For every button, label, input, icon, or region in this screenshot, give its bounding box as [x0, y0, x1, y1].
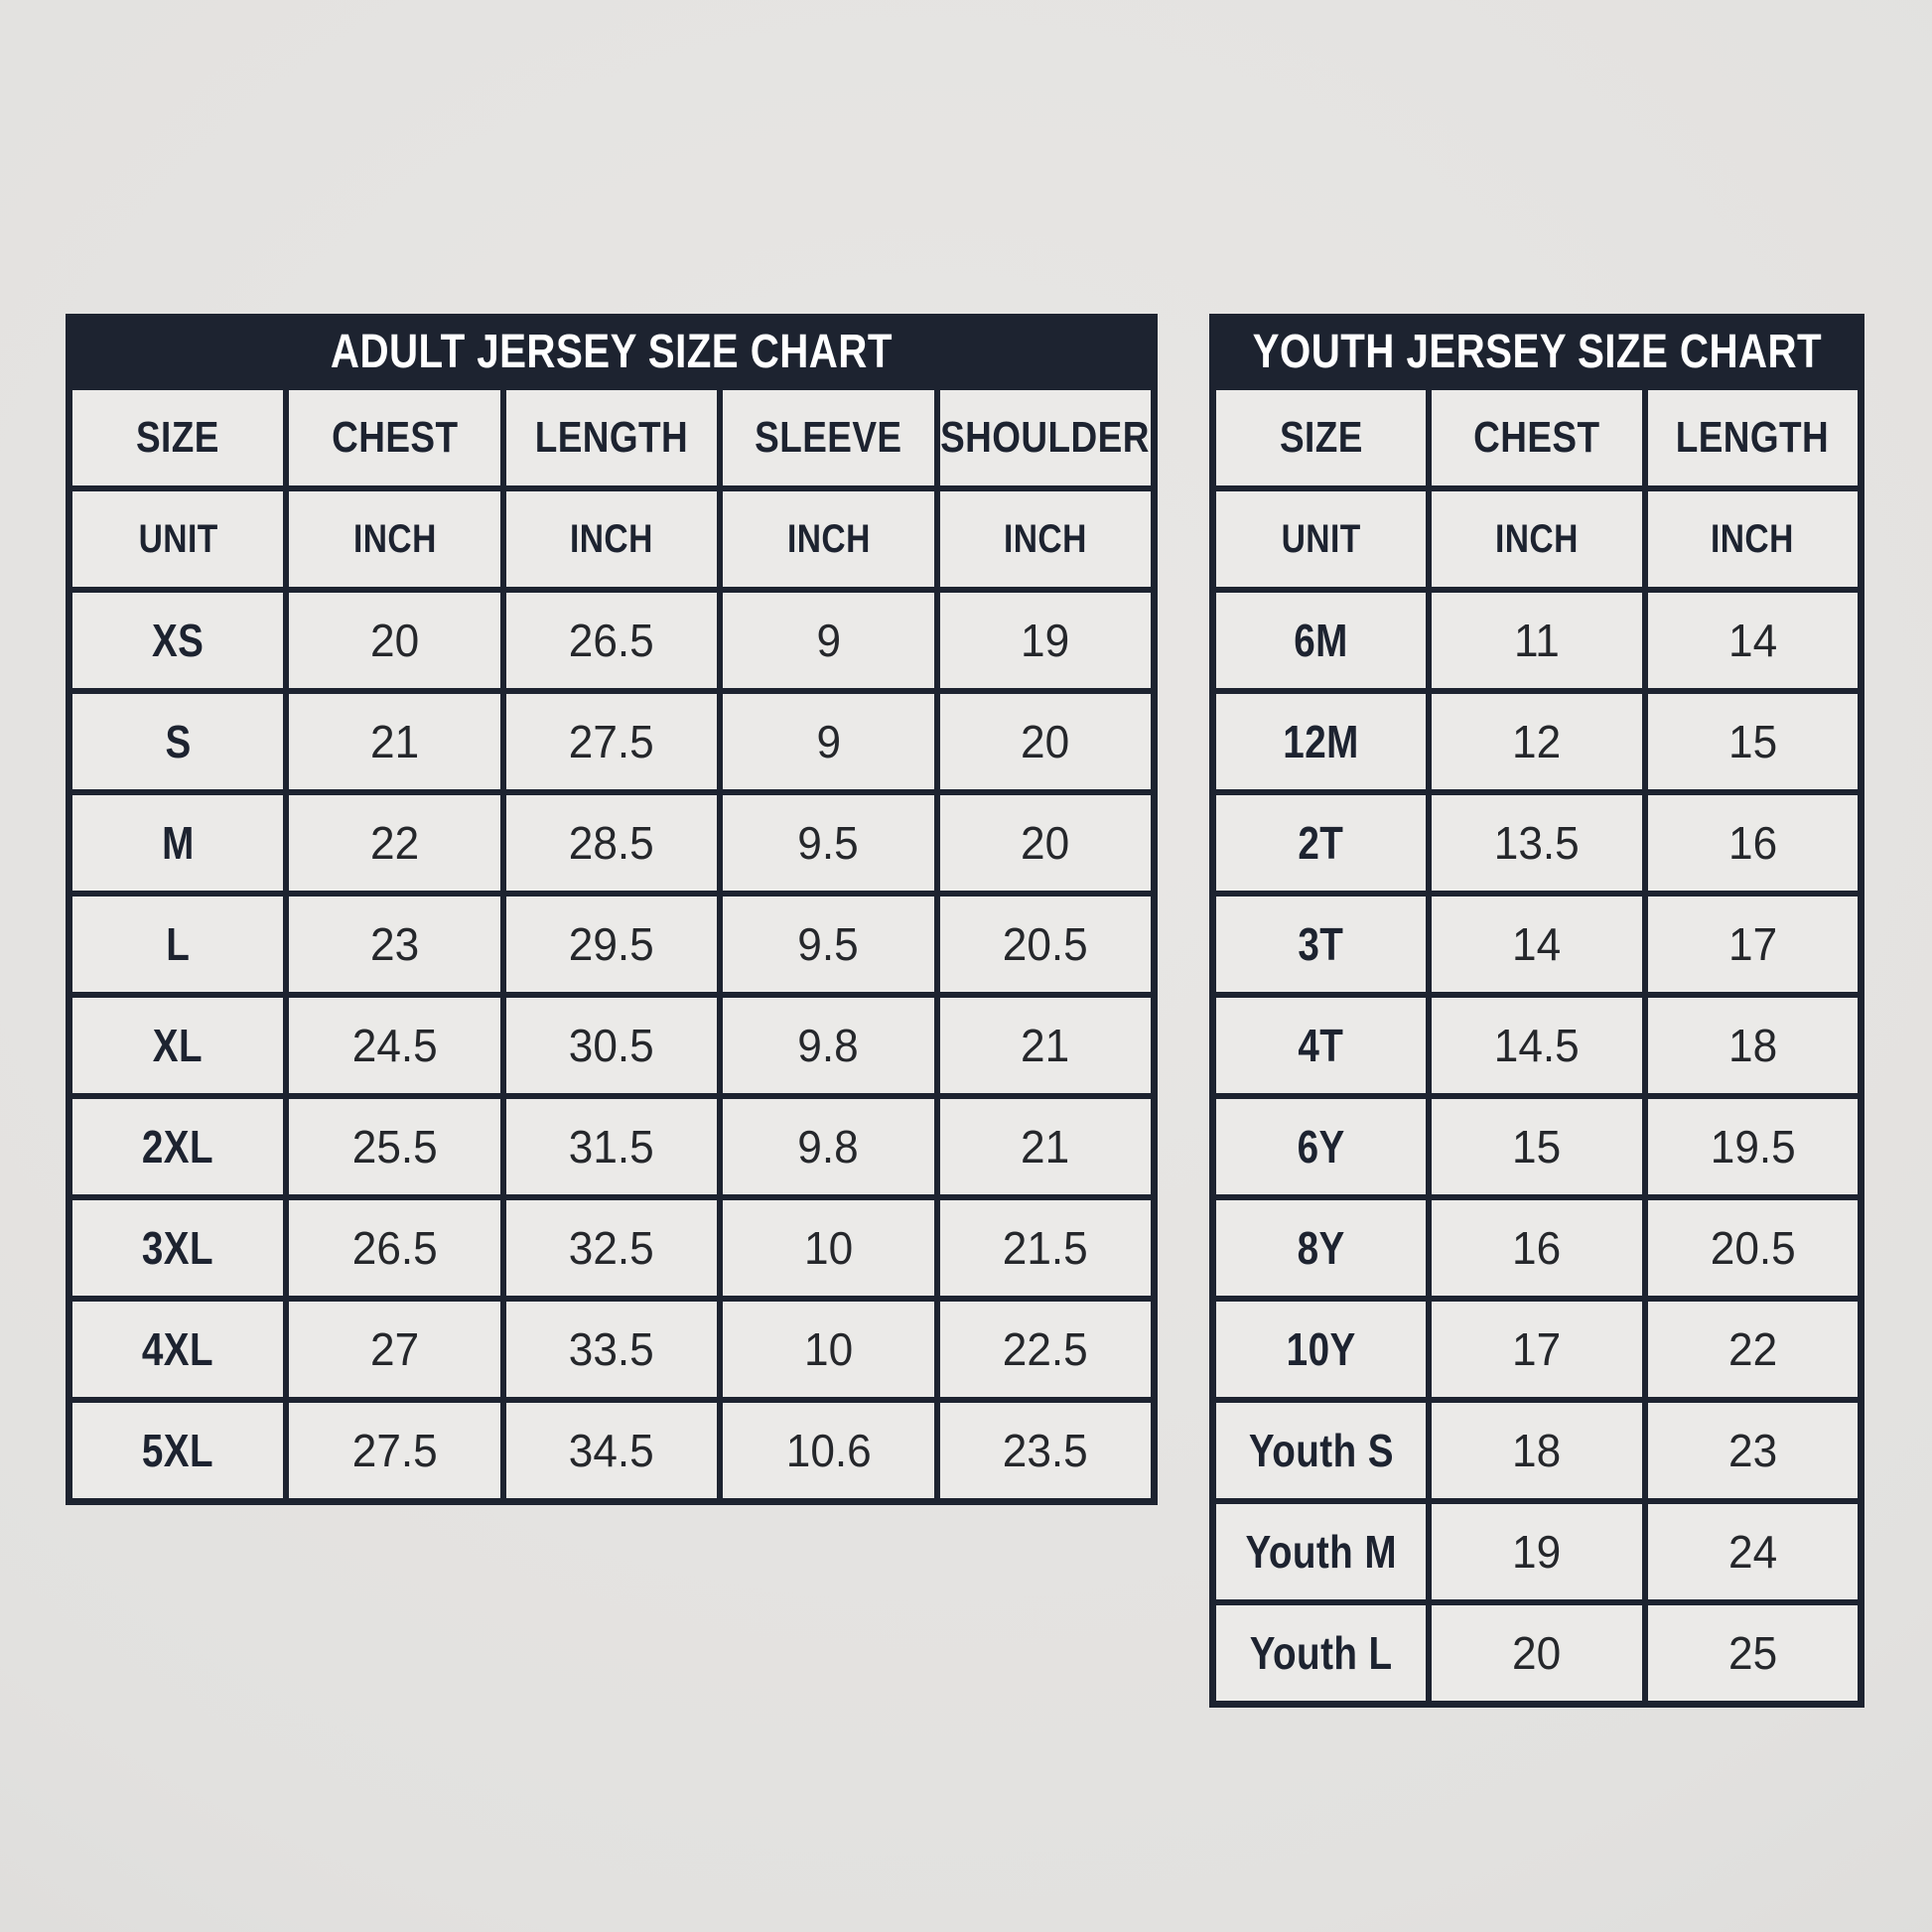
column-header-cell [723, 390, 933, 485]
value-cell [289, 1099, 499, 1194]
unit-cell-text: INCH [352, 516, 437, 561]
value-cell [289, 1403, 499, 1498]
unit-cell-text: INCH [570, 516, 653, 561]
value-cell-text: 27.5 [569, 716, 654, 767]
column-header-cell-text: SHOULDER [940, 413, 1151, 462]
value-cell-text: 15 [1512, 1121, 1562, 1173]
value-cell [506, 1403, 717, 1498]
value-cell [940, 593, 1151, 688]
value-cell-text: 20 [1512, 1627, 1562, 1679]
value-cell [940, 1302, 1151, 1397]
size-label-cell [1216, 1504, 1426, 1599]
size-label-cell-text: 6Y [1297, 1121, 1345, 1173]
column-header-cell-text: SIZE [1279, 413, 1363, 462]
column-header-cell [940, 390, 1151, 485]
size-label-cell [72, 694, 283, 789]
value-cell [1432, 1200, 1641, 1296]
value-cell [1648, 593, 1858, 688]
value-cell-text: 10.6 [785, 1425, 872, 1476]
value-cell-text: 9.8 [797, 1121, 860, 1173]
value-cell [506, 1099, 717, 1194]
value-cell-text: 16 [1727, 817, 1777, 869]
value-cell [723, 897, 933, 992]
value-cell-text: 25 [1727, 1627, 1777, 1679]
value-cell-text: 27 [370, 1323, 420, 1375]
size-label-cell [1216, 1200, 1426, 1296]
value-cell-text: 9 [816, 716, 841, 767]
column-header-cell-text: SIZE [136, 413, 220, 462]
value-cell [289, 897, 499, 992]
size-label-cell [1216, 1605, 1426, 1701]
value-cell [506, 694, 717, 789]
unit-cell [1432, 491, 1641, 587]
size-label-cell [1216, 1403, 1426, 1498]
value-cell [506, 593, 717, 688]
size-label-cell [1216, 593, 1426, 688]
column-header-cell [1432, 390, 1641, 485]
youth-table-title: YOUTH JERSEY SIZE CHART [1252, 326, 1822, 378]
size-label-cell [1216, 998, 1426, 1093]
value-cell-text: 20.5 [1002, 918, 1088, 970]
value-cell [940, 1200, 1151, 1296]
size-label-cell-text: S [165, 716, 192, 767]
value-cell [940, 998, 1151, 1093]
value-cell [723, 795, 933, 891]
value-cell-text: 10 [803, 1323, 853, 1375]
column-header-cell-text: LENGTH [1676, 413, 1830, 462]
value-cell [1648, 694, 1858, 789]
adult-table-title: ADULT JERSEY SIZE CHART [330, 326, 893, 378]
size-label-cell-text: Youth S [1248, 1425, 1394, 1476]
value-cell-text: 34.5 [569, 1425, 654, 1476]
value-cell [1432, 1403, 1641, 1498]
value-cell [940, 897, 1151, 992]
value-cell [1432, 1302, 1641, 1397]
size-label-cell-text: 10Y [1286, 1323, 1356, 1375]
youth-table-grid [1216, 390, 1858, 1701]
value-cell-text: 27.5 [351, 1425, 438, 1476]
value-cell-text: 12 [1512, 716, 1562, 767]
value-cell [1648, 1302, 1858, 1397]
unit-cell [1216, 491, 1426, 587]
value-cell-text: 22 [370, 817, 420, 869]
size-label-cell [72, 1403, 283, 1498]
value-cell-text: 29.5 [569, 918, 654, 970]
value-cell-text: 28.5 [569, 817, 654, 869]
size-label-cell-text: 4T [1298, 1020, 1344, 1071]
value-cell [506, 1302, 717, 1397]
value-cell [1432, 1099, 1641, 1194]
value-cell-text: 13.5 [1494, 817, 1580, 869]
value-cell [940, 1099, 1151, 1194]
value-cell [506, 897, 717, 992]
size-label-cell [72, 998, 283, 1093]
value-cell-text: 24.5 [351, 1020, 438, 1071]
column-header-cell [1648, 390, 1858, 485]
value-cell-text: 25.5 [351, 1121, 438, 1173]
value-cell [723, 1403, 933, 1498]
size-label-cell-text: 2T [1298, 817, 1344, 869]
value-cell-text: 17 [1727, 918, 1777, 970]
value-cell-text: 23 [370, 918, 420, 970]
value-cell-text: 30.5 [569, 1020, 654, 1071]
column-header-cell-text: CHEST [331, 413, 459, 462]
value-cell-text: 22.5 [1002, 1323, 1088, 1375]
value-cell [1432, 795, 1641, 891]
value-cell-text: 20 [1021, 716, 1070, 767]
value-cell-text: 9.5 [797, 918, 860, 970]
value-cell-text: 19 [1512, 1526, 1562, 1578]
value-cell-text: 20 [370, 615, 420, 666]
unit-cell-text: INCH [1003, 516, 1087, 561]
value-cell [1432, 998, 1641, 1093]
value-cell [723, 593, 933, 688]
size-label-cell-text: XS [151, 615, 205, 666]
column-header-cell [1216, 390, 1426, 485]
value-cell-text: 24 [1727, 1526, 1777, 1578]
size-label-cell-text: 2XL [142, 1121, 214, 1173]
value-cell [1432, 694, 1641, 789]
adult-table-title-bar [72, 314, 1151, 390]
value-cell [1432, 897, 1641, 992]
value-cell [1432, 593, 1641, 688]
value-cell-text: 20.5 [1710, 1222, 1796, 1274]
value-cell [289, 795, 499, 891]
value-cell [1648, 1200, 1858, 1296]
value-cell [506, 998, 717, 1093]
column-header-cell-text: SLEEVE [755, 413, 902, 462]
value-cell-text: 19 [1021, 615, 1070, 666]
size-label-cell [72, 593, 283, 688]
unit-cell [72, 491, 283, 587]
value-cell [1648, 897, 1858, 992]
size-label-cell-text: Youth L [1249, 1627, 1393, 1679]
size-label-cell [72, 1302, 283, 1397]
value-cell-text: 14 [1727, 615, 1777, 666]
value-cell-text: 31.5 [569, 1121, 654, 1173]
size-label-cell [1216, 1099, 1426, 1194]
size-label-cell [1216, 1302, 1426, 1397]
value-cell [723, 998, 933, 1093]
adult-table-grid [72, 390, 1151, 1498]
value-cell-text: 18 [1512, 1425, 1562, 1476]
value-cell [289, 1200, 499, 1296]
unit-cell-text: INCH [1495, 516, 1579, 561]
value-cell-text: 11 [1514, 615, 1560, 666]
value-cell-text: 17 [1512, 1323, 1562, 1375]
youth-table-title-bar [1216, 314, 1858, 390]
unit-cell-text: UNIT [1281, 516, 1361, 561]
size-label-cell-text: 12M [1283, 716, 1359, 767]
size-label-cell [72, 1200, 283, 1296]
value-cell-text: 10 [803, 1222, 853, 1274]
unit-cell-text: INCH [1711, 516, 1795, 561]
size-label-cell-text: Youth M [1245, 1526, 1397, 1578]
size-label-cell-text: M [161, 817, 195, 869]
unit-cell [723, 491, 933, 587]
size-label-cell [72, 1099, 283, 1194]
value-cell-text: 16 [1512, 1222, 1562, 1274]
size-label-cell-text: 8Y [1297, 1222, 1345, 1274]
value-cell-text: 14 [1512, 918, 1562, 970]
value-cell [289, 593, 499, 688]
value-cell [1648, 1403, 1858, 1498]
value-cell [1648, 1504, 1858, 1599]
value-cell-text: 18 [1727, 1020, 1777, 1071]
value-cell [289, 1302, 499, 1397]
unit-cell [506, 491, 717, 587]
value-cell [1648, 1605, 1858, 1701]
value-cell [289, 998, 499, 1093]
size-label-cell-text: 6M [1294, 615, 1348, 666]
column-header-cell [289, 390, 499, 485]
value-cell-text: 9.8 [797, 1020, 860, 1071]
column-header-cell [72, 390, 283, 485]
value-cell-text: 21 [370, 716, 420, 767]
value-cell-text: 33.5 [569, 1323, 654, 1375]
youth-jersey-size-chart-table [1209, 314, 1864, 1708]
value-cell [940, 795, 1151, 891]
value-cell [1648, 998, 1858, 1093]
value-cell-text: 21.5 [1002, 1222, 1088, 1274]
value-cell [723, 1302, 933, 1397]
column-header-cell [506, 390, 717, 485]
unit-cell [1648, 491, 1858, 587]
column-header-cell-text: LENGTH [534, 413, 689, 462]
size-label-cell [1216, 795, 1426, 891]
value-cell-text: 23.5 [1002, 1425, 1088, 1476]
value-cell-text: 9.5 [797, 817, 860, 869]
value-cell [506, 1200, 717, 1296]
value-cell [723, 1200, 933, 1296]
value-cell [1432, 1504, 1641, 1599]
value-cell [940, 694, 1151, 789]
size-label-cell-text: 3T [1298, 918, 1344, 970]
value-cell-text: 26.5 [569, 615, 654, 666]
size-label-cell-text: 3XL [142, 1222, 214, 1274]
column-header-cell-text: CHEST [1473, 413, 1600, 462]
value-cell-text: 26.5 [351, 1222, 438, 1274]
value-cell-text: 32.5 [569, 1222, 654, 1274]
value-cell-text: 20 [1021, 817, 1070, 869]
size-label-cell [1216, 694, 1426, 789]
value-cell-text: 21 [1021, 1020, 1070, 1071]
value-cell [1432, 1605, 1641, 1701]
size-label-cell-text: 4XL [142, 1323, 214, 1375]
unit-cell-text: UNIT [138, 516, 218, 561]
unit-cell [940, 491, 1151, 587]
size-label-cell [1216, 897, 1426, 992]
value-cell-text: 14.5 [1494, 1020, 1580, 1071]
unit-cell-text: INCH [786, 516, 871, 561]
size-label-cell-text: L [166, 918, 191, 970]
size-label-cell [72, 795, 283, 891]
value-cell [1648, 795, 1858, 891]
value-cell [1648, 1099, 1858, 1194]
adult-jersey-size-chart-table [66, 314, 1158, 1505]
value-cell-text: 19.5 [1710, 1121, 1796, 1173]
size-label-cell [72, 897, 283, 992]
value-cell-text: 15 [1727, 716, 1777, 767]
size-label-cell-text: XL [153, 1020, 204, 1071]
value-cell [723, 1099, 933, 1194]
value-cell [723, 694, 933, 789]
value-cell [289, 694, 499, 789]
unit-cell [289, 491, 499, 587]
size-label-cell-text: 5XL [142, 1425, 214, 1476]
value-cell-text: 23 [1727, 1425, 1777, 1476]
value-cell [940, 1403, 1151, 1498]
value-cell-text: 21 [1021, 1121, 1070, 1173]
value-cell-text: 9 [816, 615, 841, 666]
value-cell [506, 795, 717, 891]
value-cell-text: 22 [1727, 1323, 1777, 1375]
